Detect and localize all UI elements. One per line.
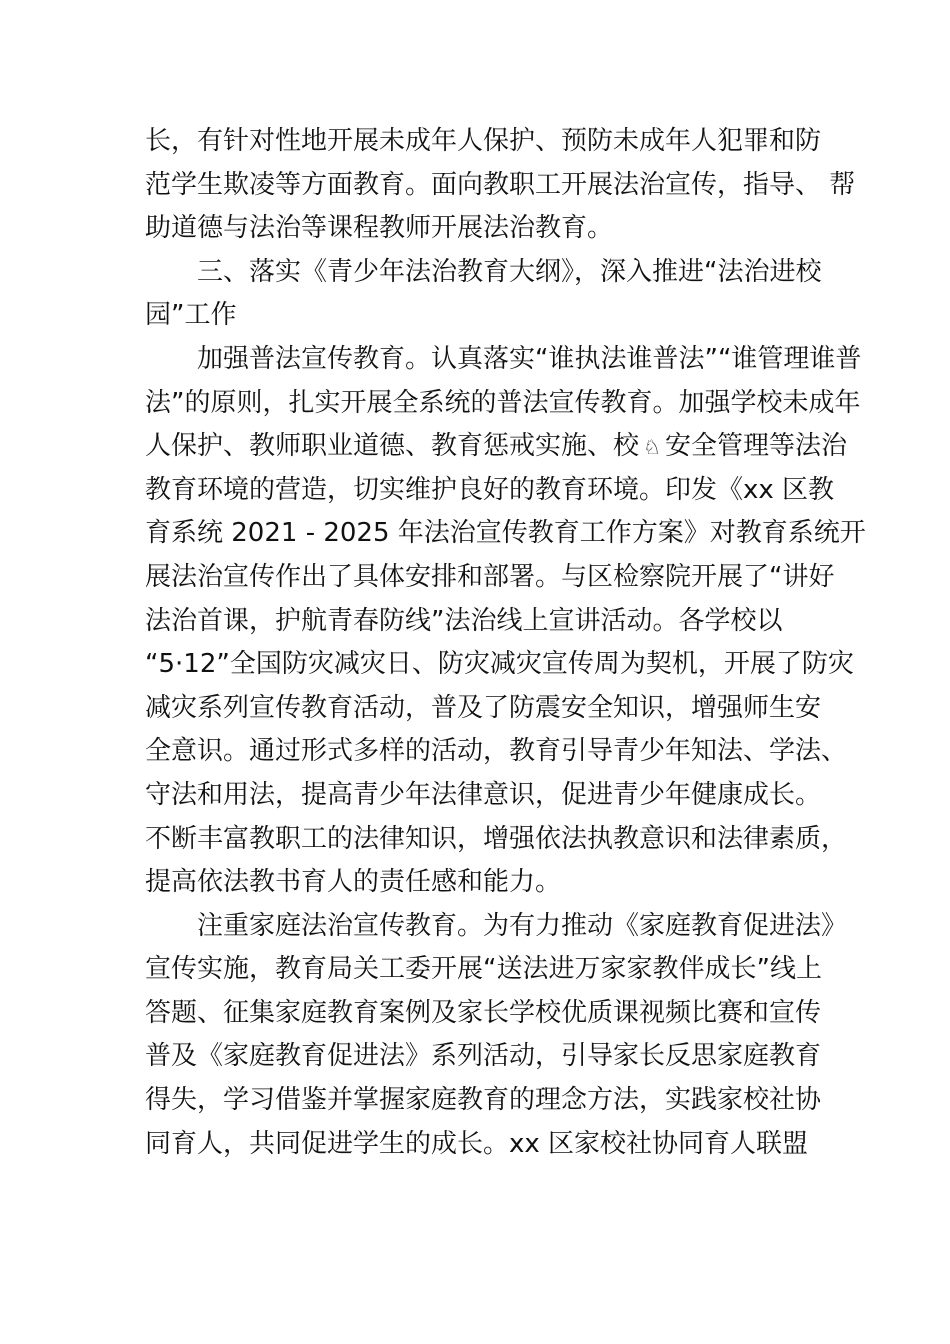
text-line: 范学生欺凌等方面教育。面向教职工开展法治宣传，指导、 帮	[145, 169, 856, 200]
section-heading: 三、落实《青少年法治教育大纲》，深入推进“法治进校	[197, 256, 822, 287]
text-line-with-glyph	[145, 425, 848, 469]
text-line: 助道德与法治等课程教师开展法治教育。	[145, 213, 614, 244]
garbled-glyph-icon: ♘	[643, 435, 661, 460]
text-line: 全意识。通过形式多样的活动，教育引导青少年知法、学法、	[145, 736, 848, 767]
text-segment: 安全管理等法治	[665, 431, 848, 462]
text-line: 法”的原则，扎实开展全系统的普法宣传教育。加强学校未成年	[145, 387, 861, 418]
text-line: 守法和用法，提高青少年法律意识，促进青少年健康成长。	[145, 779, 822, 810]
text-line: “5·12”全国防灾减灾日、防灾减灾宣传周为契机，开展了防灾	[145, 649, 854, 680]
text-line: 不断丰富教职工的法律知识，增强依法执教意识和法律素质，	[145, 823, 848, 854]
text-line: 长，有针对性地开展未成年人保护、预防未成年人犯罪和防	[145, 126, 822, 156]
body-text	[145, 120, 866, 1166]
paragraph-start: 加强普法宣传教育。认真落实“谁执法谁普法”“谁管理谁普	[197, 343, 862, 374]
text-line: 法治首课，护航青春防线”法治线上宣讲活动。各学校以	[145, 605, 783, 636]
text-line: 普及《家庭教育促进法》系列活动，引导家长反思家庭教育	[145, 1041, 822, 1072]
section-heading-continued: 园”工作	[145, 300, 237, 331]
text-line: 展法治宣传作出了具体安排和部署。与区检察院开展了“讲好	[145, 561, 835, 592]
text-line: 同育人，共同促进学生的成长。xx 区家校社协同育人联盟	[145, 1128, 809, 1159]
text-line: 宣传实施，教育局关工委开展“送法进万家家教伴成长”线上	[145, 954, 822, 985]
text-line: 提高依法教书育人的责任感和能力。	[145, 867, 562, 898]
text-line: 得失，学习借鉴并掌握家庭教育的理念方法，实践家校社协	[145, 1085, 822, 1116]
text-line: 育系统 2021 - 2025 年法治宣传教育工作方案》对教育系统开	[145, 518, 866, 549]
text-line: 教育环境的营造，切实维护良好的教育环境。印发《xx 区教	[145, 474, 835, 505]
paragraph-start: 注重家庭法治宣传教育。为有力推动《家庭教育促进法》	[197, 910, 848, 941]
text-line: 答题、征集家庭教育案例及家长学校优质课视频比赛和宣传	[145, 997, 822, 1028]
text-line: 减灾系列宣传教育活动，普及了防震安全知识，增强师生安	[145, 692, 822, 723]
text-segment: 人保护、教师职业道德、教育惩戒实施、校	[145, 431, 640, 462]
